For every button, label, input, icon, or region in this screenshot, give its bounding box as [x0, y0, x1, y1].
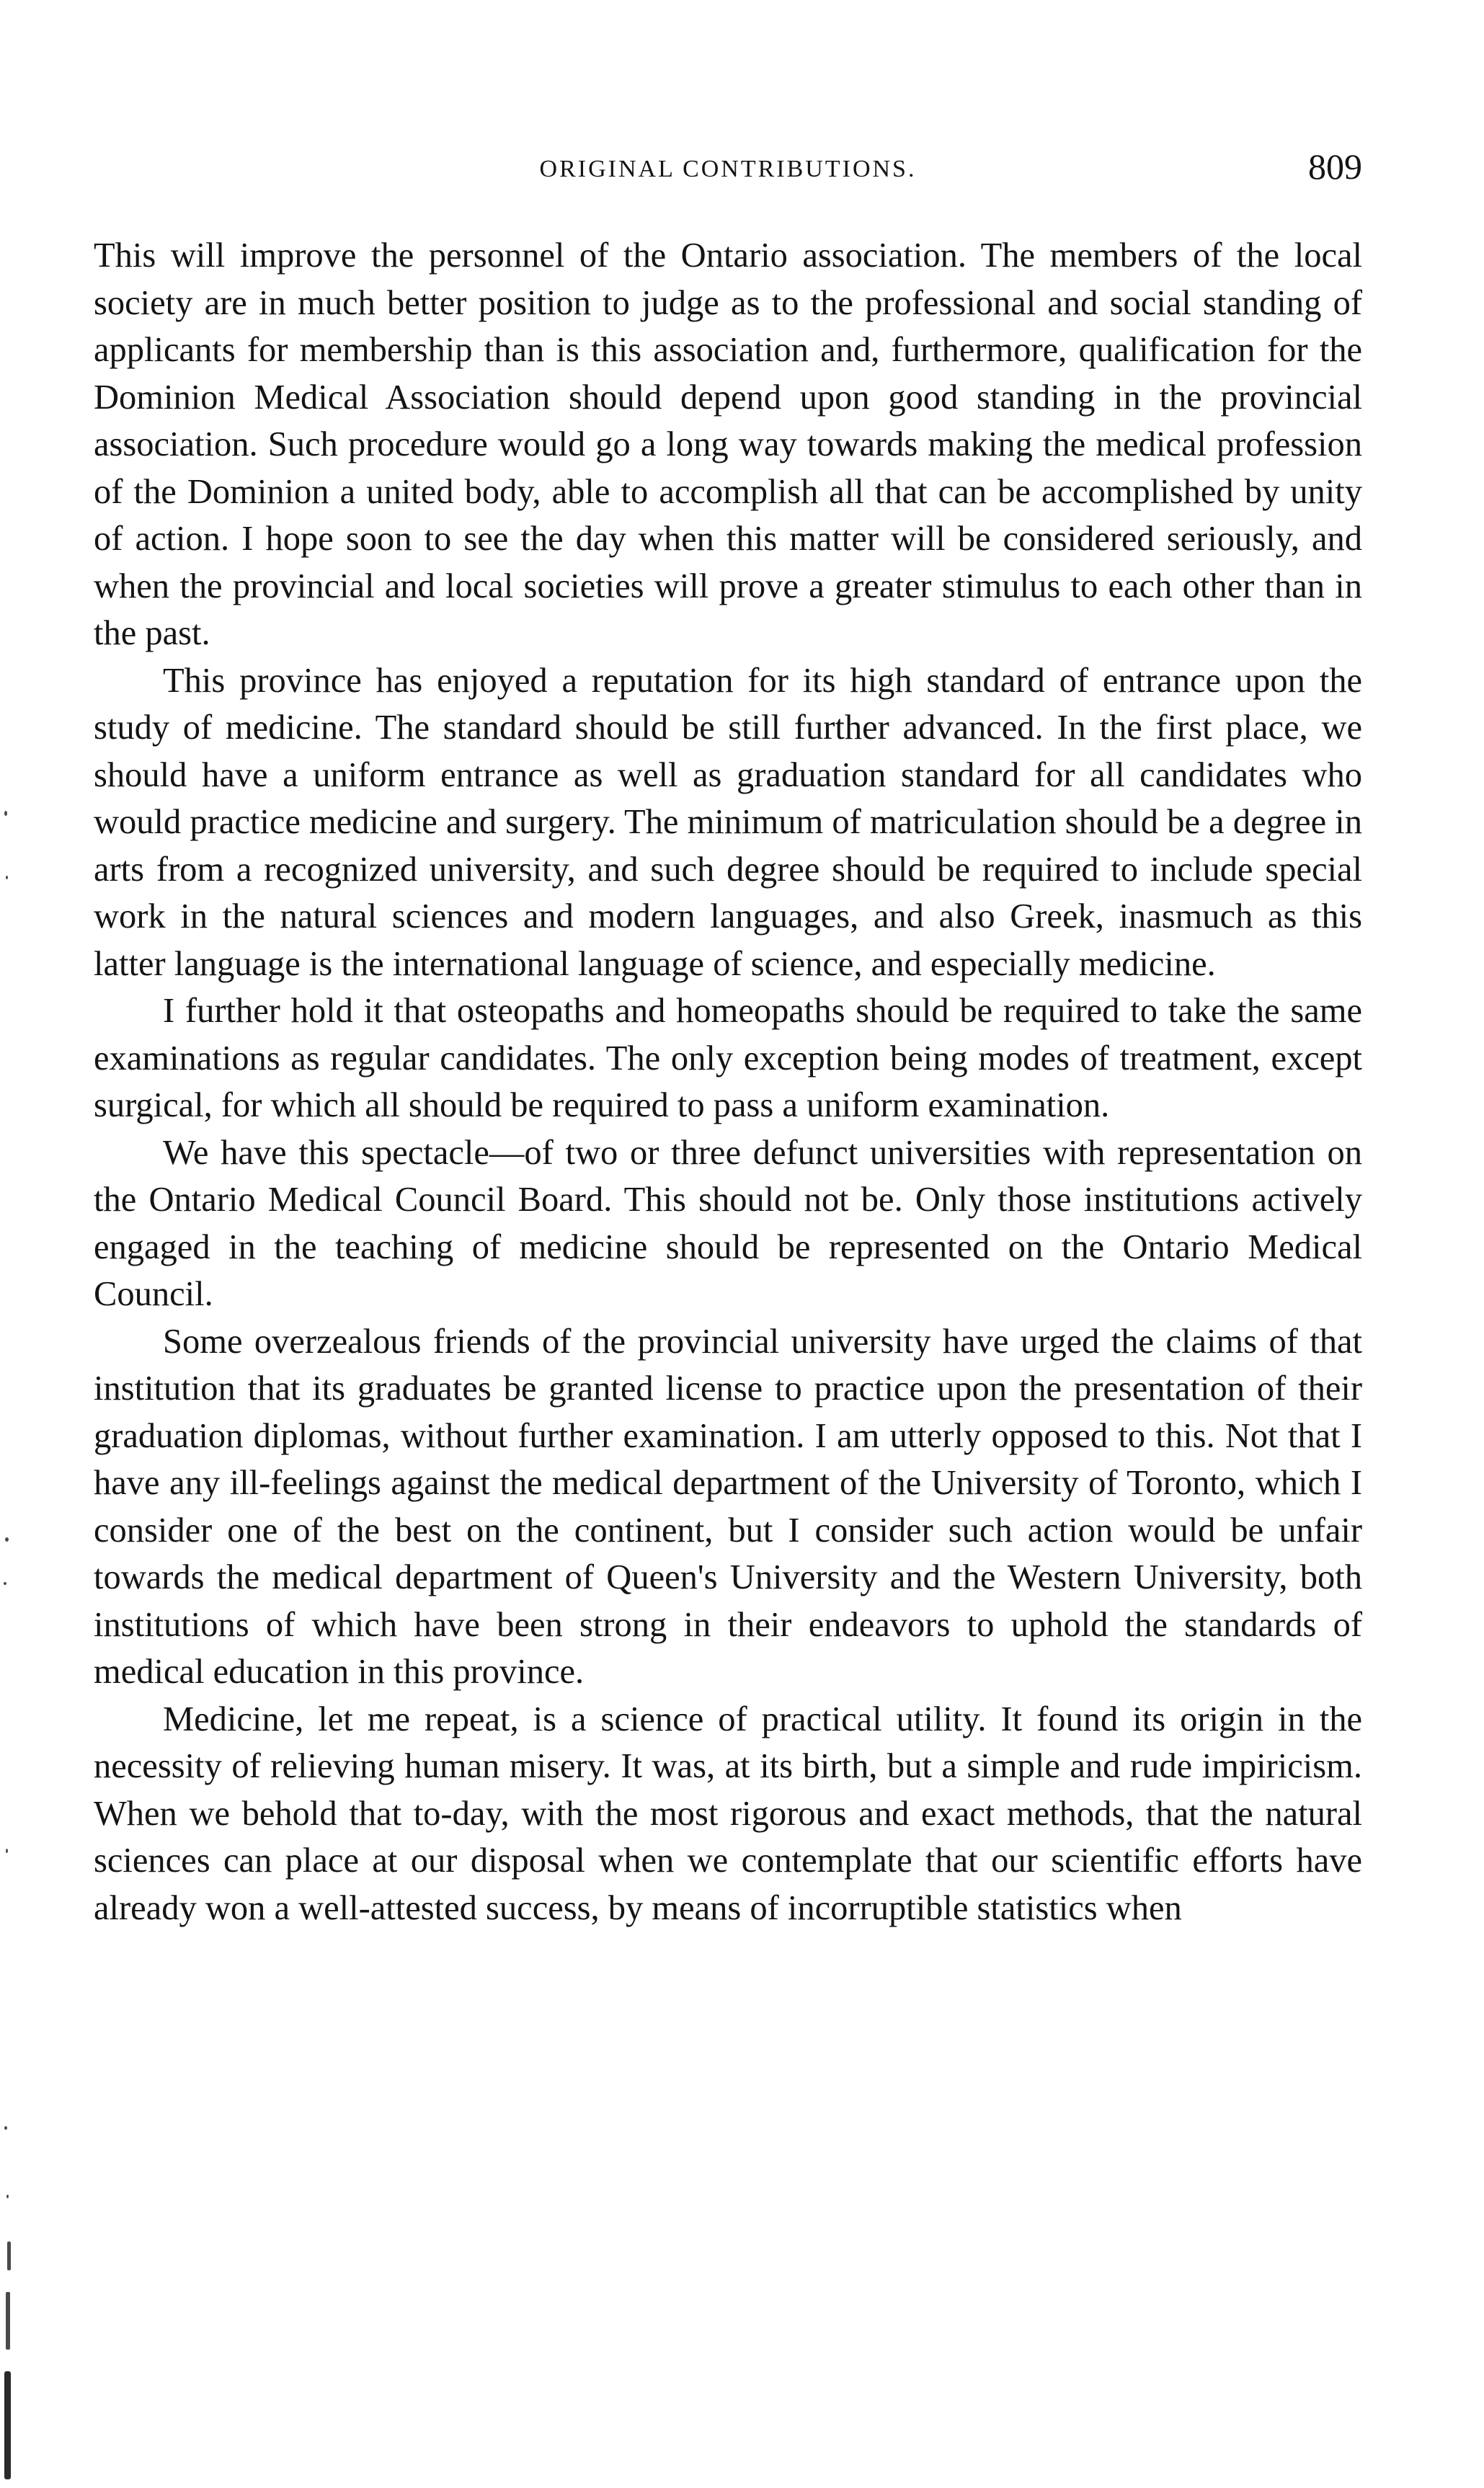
body-text [94, 232, 1362, 1932]
paragraph-4: We have this spectacle—of two or three defunct universities with representation on the Ontario Medical Council Board. This should not be. Only those institutions actively engaged in the teaching of medicine should be represented on the Ontario Medical Council. [94, 1133, 1362, 1313]
paragraph-5: Some overzealous friends of the provincial university have urged the claims of that institution that its graduates be granted license to practice upon the presentation of their graduation diplomas, without further examination. I am utterly opposed to this. Not that I have any ill-feelings against the medical department of the University of Toronto, which I consider one of the best on the continent, but I consider such action would be unfair towards the medical department of Queen's University and the Western University, both institutions of which have been strong in their endeavors to uphold the standards of medical education in this province. [94, 1322, 1362, 1691]
scan-speck [6, 876, 8, 879]
running-header [94, 146, 1362, 196]
paragraph-2: This province has enjoyed a reputation for its high standard of entrance upon the study of medicine. The standard should be still further advanced. In the first place, we should have a uniform entrance as well as graduation standard for all candidates who would practice medicine and surgery. The minimum of matriculation should be a degree in arts from a recognized university, and such degree should be required to include special work in the natural sciences and modern languages, and also Greek, inasmuch as this latter language is the international language of science, and especially medicine. [94, 661, 1362, 983]
running-title: ORIGINAL CONTRIBUTIONS. [539, 156, 917, 182]
scan-speck [6, 2195, 9, 2198]
scan-speck [4, 2371, 11, 2479]
scan-speck [6, 1849, 8, 1853]
paragraph-6: Medicine, let me repeat, is a science of practical utility. It found its origin in the necessity of relieving human misery. It was, at its birth, but a simple and rude impiricism. When we behold that to-day, with the most rigorous and exact methods, that the natural sciences can place at our disposal when we contemplate that our scientific efforts have already won a well-attested success, by means of incorruptible statistics when [94, 1700, 1362, 1927]
paragraph-3: I further hold it that osteopaths and homeopaths should be required to take the same examinations as regular candidates. The only exception being modes of treatment, except surgical, for which all should be required to pass a uniform examination. [94, 992, 1362, 1124]
scan-speck [7, 2242, 11, 2270]
paragraph-1: This will improve the personnel of the Ontario association. The members of the local society are in much better position to judge as to the professional and social standing of applicants for membership than is this association and, furthermore, qualification for the Dominion Medical Association should depend upon good standing in the provincial association. Such procedure would go a long way towards making the medical profession of the Dominion a united body, able to accomplish all that can be accomplished by unity of action. I hope soon to see the day when this matter will be considered seriously, and when the provincial and local societies will prove a greater stimulus to each other than in the past. [94, 236, 1362, 652]
scan-edge-marks [0, 0, 29, 2488]
scan-speck [4, 811, 7, 816]
scan-speck [4, 1582, 6, 1585]
scan-speck [5, 1537, 9, 1542]
scan-speck [6, 2292, 10, 2350]
page-number: 809 [1308, 146, 1362, 187]
scan-speck [4, 2126, 7, 2130]
